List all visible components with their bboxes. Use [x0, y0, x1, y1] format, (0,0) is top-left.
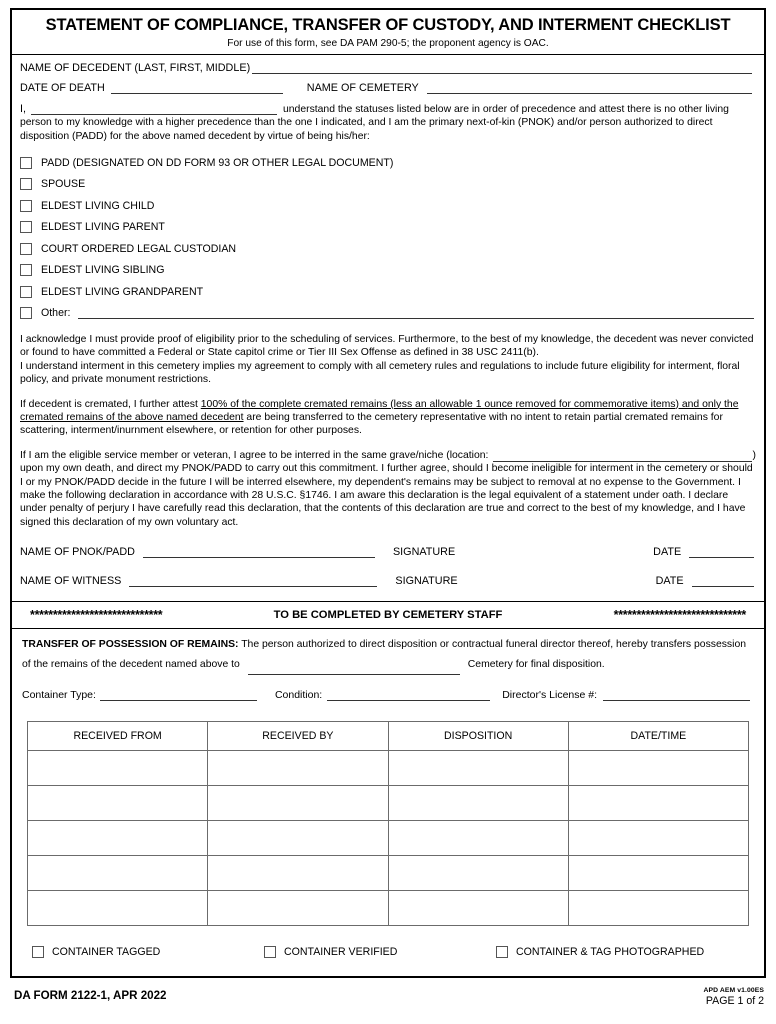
transfer-cemetery-row	[12, 655, 764, 675]
apd-version-label: APD AEM v1.00ES	[703, 987, 764, 994]
pnok-signature-label: SIGNATURE	[392, 546, 456, 559]
table-row	[28, 856, 749, 891]
witness-signature-input[interactable]	[466, 576, 646, 587]
declarant-row	[12, 103, 764, 115]
transfer-cemetery-input[interactable]	[248, 663, 460, 675]
container-check-tagged[interactable]	[32, 946, 264, 958]
checkbox-icon[interactable]	[20, 221, 32, 233]
cell-received-by[interactable]	[208, 891, 388, 926]
director-license-label: Director's License #:	[502, 689, 598, 702]
table-row	[28, 751, 749, 786]
form-outer-frame	[10, 8, 766, 978]
footer-right-block	[703, 986, 764, 1008]
pnok-name-input[interactable]	[143, 546, 375, 558]
condition-label: Condition:	[274, 689, 323, 702]
container-details-row	[12, 689, 764, 701]
transfer-text-1: The person authorized to direct disposition or contractual funeral director thereof, hereby transfers possession	[241, 639, 746, 651]
cemetery-name-input[interactable]	[427, 82, 752, 94]
relationship-option-label: PADD (DESIGNATED ON DD FORM 93 OR OTHER LEGAL DOCUMENT)	[41, 156, 394, 169]
cell-disposition[interactable]	[388, 891, 568, 926]
condition-input[interactable]	[327, 689, 490, 701]
relationship-option-label: Other:	[41, 307, 71, 320]
checkbox-icon[interactable]	[20, 157, 32, 169]
date-cemetery-row	[12, 82, 764, 94]
cremation-prefix: If decedent is cremated, I further attest	[20, 398, 201, 410]
relationship-option-eldest-living-grandparent[interactable]	[20, 281, 756, 303]
checkbox-icon[interactable]	[20, 264, 32, 276]
relationship-checkbox-list	[12, 152, 764, 324]
witness-date-label: DATE	[655, 575, 684, 588]
checkbox-icon[interactable]	[264, 946, 276, 958]
relationship-option-spouse[interactable]	[20, 174, 756, 196]
star-decoration-left: *****************************	[30, 608, 163, 623]
attestation-continuation: person to my knowledge with a higher precedence than the one I indicated, and I am the primary next-of-kin (PNOK) and/or person authorized to direct disposition (PADD) for the above named decedent by virtue of being his/her:	[20, 117, 713, 142]
receipt-table	[27, 721, 749, 926]
cell-date-time[interactable]	[568, 821, 748, 856]
title-block	[12, 10, 764, 55]
checkbox-icon[interactable]	[496, 946, 508, 958]
attestation-lead-text: understand the statuses listed below are in order of precedence and attest there is no other living	[283, 104, 729, 116]
relationship-option-eldest-living-parent[interactable]	[20, 217, 756, 239]
declarant-lead-in: I,	[20, 103, 26, 116]
cell-received-by[interactable]	[208, 821, 388, 856]
eligible-member-prefix: If I am the eligible service member or veteran, I agree to be interred in the same grave/niche (location:	[20, 449, 489, 461]
cell-received-by[interactable]	[208, 856, 388, 891]
witness-name-input[interactable]	[129, 575, 377, 587]
container-check-label: CONTAINER TAGGED	[52, 946, 161, 959]
column-header-received-from: RECEIVED FROM	[28, 722, 208, 751]
acknowledgement-paragraph-2: I understand interment in this cemetery implies my agreement to comply with all cemetery rules and regulations to include future eligibility for interment, floral policy, and private monument restrictions.	[20, 360, 740, 386]
cell-received-by[interactable]	[208, 751, 388, 786]
transfer-of-possession-paragraph	[12, 635, 764, 655]
checkbox-icon[interactable]	[20, 178, 32, 190]
form-subtitle: For use of this form, see DA PAM 290-5; the proponent agency is OAC.	[227, 37, 549, 49]
cell-received-from[interactable]	[28, 751, 208, 786]
star-decoration-right: *****************************	[613, 608, 746, 623]
transfer-heading: TRANSFER OF POSSESSION OF REMAINS:	[22, 639, 239, 651]
date-of-death-label: DATE OF DEATH	[20, 82, 105, 95]
checkbox-icon[interactable]	[20, 243, 32, 255]
cell-date-time[interactable]	[568, 786, 748, 821]
director-license-input[interactable]	[603, 689, 750, 701]
form-identifier: DA FORM 2122-1, APR 2022	[14, 989, 167, 1002]
relationship-option-eldest-living-sibling[interactable]	[20, 260, 756, 282]
cell-received-from[interactable]	[28, 891, 208, 926]
checkbox-icon[interactable]	[20, 307, 32, 319]
container-type-input[interactable]	[100, 689, 257, 701]
cell-received-from[interactable]	[28, 856, 208, 891]
column-header-date-time: DATE/TIME	[568, 722, 748, 751]
witness-name-label: NAME OF WITNESS	[20, 575, 122, 588]
checkbox-icon[interactable]	[32, 946, 44, 958]
cemetery-staff-divider	[12, 601, 764, 629]
container-check-photographed[interactable]	[496, 946, 704, 958]
table-row	[28, 891, 749, 926]
relationship-option-label: ELDEST LIVING CHILD	[41, 199, 155, 212]
cell-received-from[interactable]	[28, 786, 208, 821]
form-footer	[10, 986, 766, 1020]
column-header-disposition: DISPOSITION	[388, 722, 568, 751]
table-header-row	[28, 722, 749, 751]
page-title: STATEMENT OF COMPLIANCE, TRANSFER OF CUSTODY, AND INTERMENT CHECKLIST	[45, 16, 731, 34]
container-check-label: CONTAINER & TAG PHOTOGRAPHED	[516, 946, 705, 959]
cremation-suffix: are being transferred to the cemetery representative with no intent to retain partial cremated remains for scattering, interment/inurnment elsewhere, or retention for other purposes.	[20, 412, 723, 437]
cell-disposition[interactable]	[388, 856, 568, 891]
cell-disposition[interactable]	[388, 786, 568, 821]
relationship-option-padd[interactable]	[20, 152, 756, 174]
cell-received-by[interactable]	[208, 786, 388, 821]
eligible-member-location-row	[12, 449, 764, 462]
witness-date-input[interactable]	[692, 575, 754, 587]
container-checklist-row	[12, 946, 764, 958]
decedent-name-label: NAME OF DECEDENT (LAST, FIRST, MIDDLE)	[20, 62, 251, 75]
witness-signature-label: SIGNATURE	[395, 575, 458, 588]
cemetery-staff-heading: TO BE COMPLETED BY CEMETERY STAFF	[273, 609, 503, 622]
decedent-name-row	[12, 62, 764, 74]
container-check-verified[interactable]	[264, 946, 496, 958]
table-row	[28, 821, 749, 856]
checkbox-icon[interactable]	[20, 286, 32, 298]
relationship-option-label: ELDEST LIVING PARENT	[41, 221, 165, 234]
checkbox-icon[interactable]	[20, 200, 32, 212]
relationship-option-label: COURT ORDERED LEGAL CUSTODIAN	[41, 242, 237, 255]
eligible-member-close-paren: )	[752, 449, 756, 461]
cemetery-name-label: NAME OF CEMETERY	[306, 82, 419, 95]
signature-row-pnok	[12, 546, 764, 558]
container-type-label: Container Type:	[22, 689, 96, 702]
cell-date-time[interactable]	[568, 856, 748, 891]
cell-date-time[interactable]	[568, 891, 748, 926]
acknowledgement-paragraph-1: I acknowledge I must provide proof of eligibility prior to the scheduling of services. Furthermore, to the best of my knowledge, the decedent was never convicted or found to have committed a Federal or State capitol crime or Tier III Sex Offense as defined in 38 USC 2411(b).	[20, 334, 754, 359]
pnok-signature-input[interactable]	[463, 547, 643, 558]
container-check-label: CONTAINER VERIFIED	[284, 946, 398, 959]
table-row	[28, 786, 749, 821]
date-of-death-input[interactable]	[111, 82, 283, 94]
relationship-option-label: SPOUSE	[41, 178, 86, 191]
relationship-option-other[interactable]	[20, 303, 756, 325]
cremation-underlined-text: 100% of the complete cremated remains (less an allowable 1 ounce removed for commemorative items) and only the cremated remains of the above named decedent	[20, 398, 739, 424]
signature-row-witness	[12, 575, 764, 587]
grave-niche-location-input[interactable]	[493, 450, 751, 462]
transfer-text-2: of the remains of the decedent named above to	[22, 659, 240, 671]
pnok-date-input[interactable]	[689, 546, 754, 558]
cell-date-time[interactable]	[568, 751, 748, 786]
relationship-option-label: ELDEST LIVING SIBLING	[41, 264, 165, 277]
relationship-option-court-ordered-legal-custodian[interactable]	[20, 238, 756, 260]
pnok-name-label: NAME OF PNOK/PADD	[20, 546, 135, 559]
cell-received-from[interactable]	[28, 821, 208, 856]
page-number-label: PAGE 1 of 2	[705, 995, 764, 1007]
relationship-other-input[interactable]	[78, 307, 754, 319]
relationship-option-eldest-living-child[interactable]	[20, 195, 756, 217]
cremation-attestation	[12, 398, 764, 438]
transfer-text-3: Cemetery for final disposition.	[467, 659, 605, 671]
column-header-received-by: RECEIVED BY	[208, 722, 388, 751]
pnok-date-label: DATE	[653, 546, 682, 559]
declarant-name-input[interactable]	[31, 103, 277, 115]
cell-disposition[interactable]	[388, 751, 568, 786]
relationship-option-label: ELDEST LIVING GRANDPARENT	[41, 285, 204, 298]
decedent-name-input[interactable]	[252, 62, 752, 74]
eligible-member-body: upon my own death, and direct my PNOK/PADD to carry out this commitment. I further agree, should I become ineligible for interment in the cemetery or should I or my PNOK/PADD decide in the future I will be interred elsewhere, my dependent's remains may be subject to removal at no expense to the Government. I make the following declaration in accordance with 28 U.S.C. §1746. I am aware this declaration is the legal equivalent of a statement under oath. I declare under penalty of perjury I have carefully read this declaration, that the contents of this declaration are true and correct to the best of my knowledge, and I have signed this declaration of my own voluntary act.	[20, 463, 753, 528]
cell-disposition[interactable]	[388, 821, 568, 856]
